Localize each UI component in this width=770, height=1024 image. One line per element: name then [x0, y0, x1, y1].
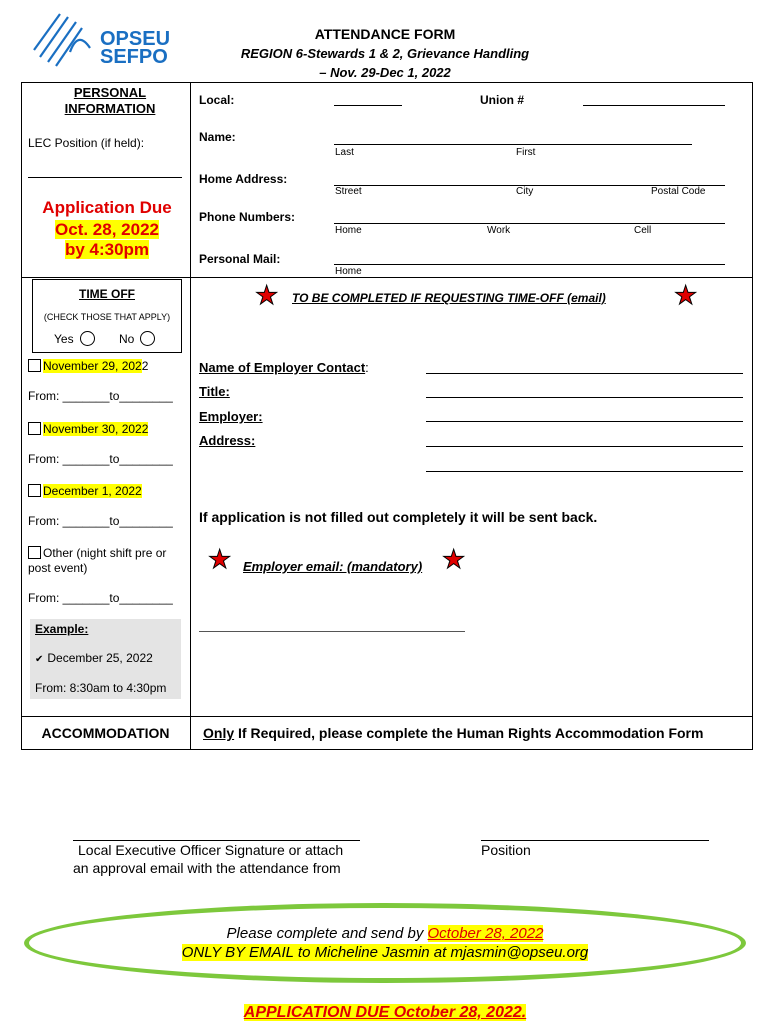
addr-sub-city: City — [516, 186, 534, 197]
form-subtitle: REGION 6-Stewards 1 & 2, Grievance Handling — [240, 46, 530, 61]
employer-address-label: Address: — [199, 433, 256, 448]
position-label: Position — [481, 842, 531, 858]
accommodation-note — [203, 725, 703, 741]
star-icon: ★ — [674, 280, 698, 310]
employer-email-input[interactable] — [199, 618, 465, 632]
submission-oval — [24, 903, 746, 983]
union-label: Union # — [480, 93, 524, 107]
employer-email-label: Employer email: (mandatory) — [243, 559, 423, 574]
union-input[interactable] — [583, 92, 725, 106]
day-nov29-tail: 2 — [141, 359, 149, 373]
time-off-banner: TO BE COMPLETED IF REQUESTING TIME-OFF (email) — [292, 291, 606, 305]
checkbox-other[interactable] — [28, 546, 41, 559]
example-label: Example: — [35, 622, 89, 636]
no-label: No — [119, 332, 135, 346]
form-dates: – Nov. 29-Dec 1, 2022 — [319, 65, 451, 80]
phone-input[interactable] — [334, 209, 725, 224]
row-divider-accommodation — [21, 716, 753, 717]
send-instruction — [0, 925, 770, 942]
from-to-other[interactable]: From: _______to________ — [28, 591, 173, 605]
lec-position-label: LEC Position (if held): — [28, 136, 145, 150]
home-address-input[interactable] — [334, 171, 725, 186]
employer-name-input[interactable] — [426, 408, 743, 422]
name-sub-last: Last — [335, 147, 354, 158]
day-nov29-label: November 29, 202 — [43, 359, 142, 373]
name-input[interactable] — [334, 130, 692, 145]
mail-sub-home: Home — [335, 266, 362, 277]
accommodation-label: ACCOMMODATION — [41, 725, 170, 741]
example-time: From: 8:30am to 4:30pm — [35, 681, 167, 695]
from-to-dec1[interactable]: From: _______to________ — [28, 514, 173, 528]
logo-text-opseu: OPSEU — [100, 28, 171, 50]
star-icon: ★ — [255, 280, 279, 310]
day-other-label: Other (night shift pre or post event) — [28, 546, 167, 575]
yes-label: Yes — [54, 332, 74, 346]
checkbox-nov29[interactable] — [28, 359, 41, 372]
day-dec1[interactable] — [28, 484, 142, 498]
row-divider-personal — [21, 277, 753, 278]
employer-contact-text: Name of Employer Contact — [199, 360, 366, 375]
checkbox-nov30[interactable] — [28, 422, 41, 435]
incomplete-warning: If application is not filled out completely it will be sent back. — [199, 509, 598, 525]
personal-mail-input[interactable] — [334, 250, 725, 265]
email-instruction-text: ONLY BY EMAIL to Micheline Jasmin at mjasmin@opseu.org — [181, 944, 589, 961]
application-due-line3 — [28, 240, 186, 260]
day-other[interactable] — [28, 546, 188, 576]
day-dec1-label: December 1, 2022 — [43, 484, 142, 498]
application-due-date: Oct. 28, 2022 — [55, 220, 159, 239]
example-date — [35, 651, 153, 665]
phone-sub-cell: Cell — [634, 225, 652, 236]
employer-title-label: Title: — [199, 384, 230, 399]
accommodation-text: If Required, please complete the Human Rights Accommodation Form — [234, 725, 704, 741]
addr-sub-postal: Postal Code — [651, 186, 706, 197]
signature-line[interactable] — [73, 828, 360, 841]
employer-name-label: Employer: — [199, 409, 263, 424]
personal-heading: PERSONAL INFORMATION — [64, 85, 156, 116]
position-line[interactable] — [481, 828, 709, 841]
employer-contact-label — [199, 360, 369, 375]
home-address-label: Home Address: — [199, 172, 288, 186]
from-to-nov30[interactable]: From: _______to________ — [28, 452, 173, 466]
phone-label: Phone Numbers: — [199, 210, 296, 224]
no-radio[interactable] — [140, 331, 155, 346]
signature-label-1: Local Executive Officer Signature or attach — [78, 842, 344, 858]
no-option[interactable] — [119, 331, 155, 346]
vertical-divider — [190, 82, 191, 750]
employer-address-input[interactable] — [426, 433, 743, 447]
from-to-nov29[interactable]: From: _______to________ — [28, 389, 173, 403]
yes-option[interactable] — [54, 331, 95, 346]
accommodation-only: Only — [203, 725, 235, 741]
yes-radio[interactable] — [80, 331, 95, 346]
application-due-line2 — [28, 220, 186, 240]
example-date-text: December 25, 2022 — [47, 651, 153, 665]
star-icon: ★ — [208, 544, 232, 574]
checkmark-icon: ✔ — [35, 654, 44, 665]
application-due-footer-text: APPLICATION DUE October 28, 2022. — [243, 1004, 527, 1021]
application-due-line1: Application Due — [42, 198, 172, 217]
email-instruction — [0, 944, 770, 961]
checkbox-dec1[interactable] — [28, 484, 41, 497]
star-icon: ★ — [442, 544, 466, 574]
local-label: Local: — [199, 93, 235, 107]
logo-text-sefpo: SEFPO — [100, 46, 168, 68]
employer-contact-input[interactable] — [426, 360, 743, 374]
local-input[interactable] — [334, 92, 402, 106]
application-due-time: by 4:30pm — [64, 240, 150, 259]
name-sub-first: First — [516, 147, 536, 158]
phone-sub-work: Work — [487, 225, 511, 236]
day-nov29[interactable] — [28, 359, 148, 373]
send-prefix: Please complete and send by — [226, 925, 428, 942]
employer-contact-colon: : — [365, 360, 369, 375]
day-nov30[interactable] — [28, 422, 148, 436]
time-off-heading: TIME OFF — [79, 287, 135, 301]
employer-title-input[interactable] — [426, 384, 743, 398]
time-off-check-note: (CHECK THOSE THAT APPLY) — [43, 312, 171, 322]
personal-mail-label: Personal Mail: — [199, 252, 281, 266]
employer-address-input-2[interactable] — [426, 458, 743, 472]
day-nov30-label: November 30, 2022 — [43, 422, 149, 436]
application-due-footer — [0, 1004, 770, 1022]
form-title: ATTENDANCE FORM — [314, 26, 456, 42]
send-date: October 28, 2022 — [427, 925, 544, 942]
addr-sub-street: Street — [335, 186, 362, 197]
phone-sub-home: Home — [335, 225, 362, 236]
signature-label-2: an approval email with the attendance from — [73, 860, 341, 876]
name-label: Name: — [199, 130, 236, 144]
lec-position-input[interactable] — [28, 165, 182, 178]
